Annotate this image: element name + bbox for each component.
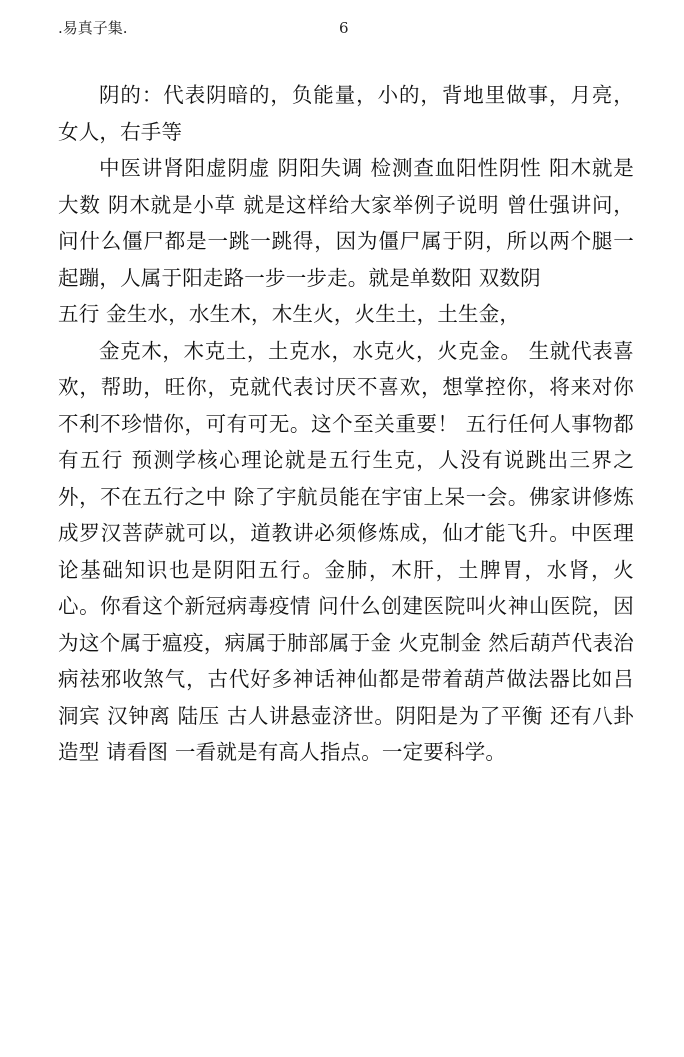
document-title: .易真子集. bbox=[58, 19, 128, 37]
page-number: 6 bbox=[339, 19, 349, 37]
paragraph-five-elements-restriction: 金克木，木克土，土克水，水克火，火克金。 生就代表喜欢，帮助，旺你，克就代表讨厌不喜欢，想掌控你，将来对你不利不珍惜你，可有可无。这个至关重要！ 五行任何人事物都有五行 预测学核心理论就是五行生克，人没有说跳出三界之外，不在五行之中 除了宇航员能在宇宙上呆一会。佛家讲修炼成罗汉菩萨就可以，道教讲必须修炼成，仙才能飞升。中医理论基础知识也是阴阳五行。金肺，木肝，土脾胃，水肾，火心。你看这个新冠病毒疫情 问什么创建医院叫火神山医院，因为这个属于瘟疫，病属于肺部属于金 火克制金 然后葫芦代表治病祛邪收煞气，古代好多神话神仙都是带着葫芦做法器比如吕洞宾 汉钟离 陆压 古人讲悬壶济世。阴阳是为了平衡 还有八卦造型 请看图 一看就是有高人指点。一定要科学。 bbox=[58, 338, 634, 764]
body-text bbox=[58, 77, 634, 771]
paragraph-five-elements-generation: 五行 金生水，水生木，木生火，火生土，土生金， bbox=[58, 302, 521, 326]
page-header bbox=[0, 16, 684, 40]
paragraph-tcm-yin-yang: 中医讲肾阳虚阴虚 阴阳失调 检测查血阳性阴性 阳木就是大数 阴木就是小草 就是这样给大家举例子说明 曾仕强讲问，问什么僵尸都是一跳一跳得，因为僵尸属于阴，所以两个腿一起蹦，人属于阳走路一步一步走。就是单数阳 双数阴 bbox=[58, 156, 634, 290]
paragraph-yin-definition: 阴的：代表阴暗的，负能量，小的，背地里做事，月亮，女人，右手等 bbox=[58, 83, 634, 144]
